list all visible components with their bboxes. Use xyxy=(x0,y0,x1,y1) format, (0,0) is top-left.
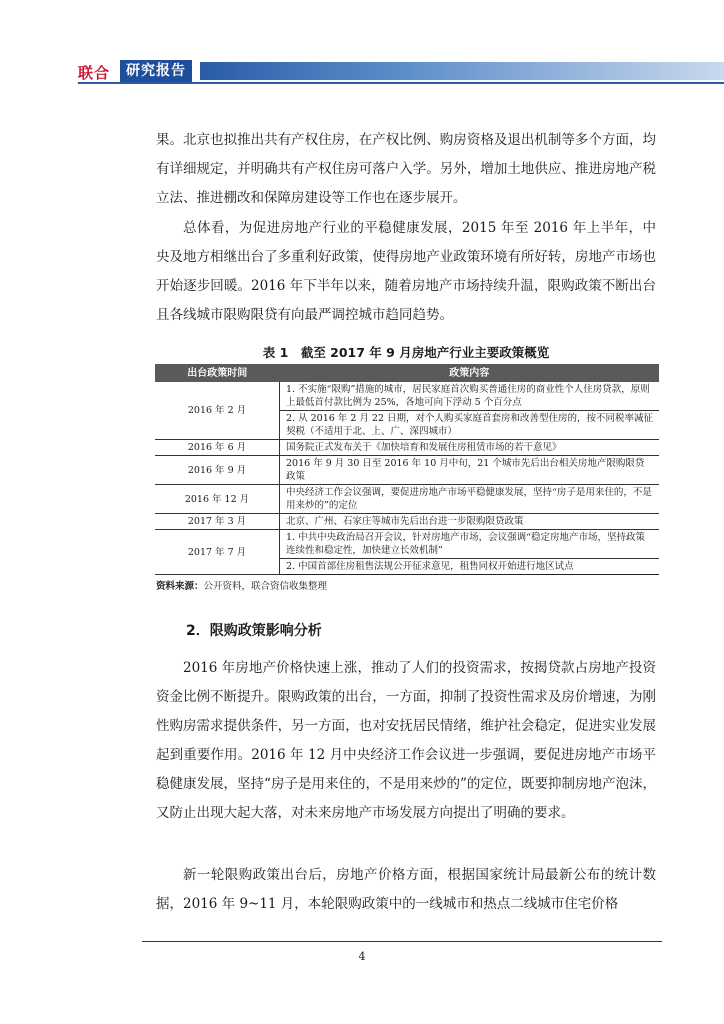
row-content: 国务院正式发布关于《加快培育和发展住房租赁市场的若干意见》 xyxy=(280,440,660,456)
table-title: 表 1 截至 2017 年 9 月房地产行业主要政策概览 xyxy=(262,345,550,360)
brand-name-blue: 研究报告 xyxy=(120,60,192,82)
paragraph-3: 2016 年房地产价格快速上涨，推动了人们的投资需求，按揭贷款占房地产投资资金比例不断提升。限购政策的出台，一方面，抑制了投资性需求及房价增速，为刚性购房需求提供条件，另一方面，也对安抚居民情绪，维护社会稳定，促进实业发展起到重要作用。2016 年 12 月中央经济工作会议进一步强调，要促进房地产市场平稳健康发展，坚持“房子是用来住的，不是用来炒的”的定位，既要抑制房地产泡沫，又防止出现大起大落，对未来房地产市场发展方向提出了明确的要求。 xyxy=(156,660,656,821)
table-header-row xyxy=(155,364,659,382)
table-row xyxy=(155,485,659,514)
table-source-note xyxy=(156,578,327,592)
table-row xyxy=(155,382,659,411)
section-heading: 2．限购政策影响分析 xyxy=(186,623,322,639)
row-date: 2016 年 2 月 xyxy=(155,382,280,440)
header-rule xyxy=(78,82,724,84)
row-date: 2016 年 9 月 xyxy=(155,456,280,485)
paragraph-2: 总体看，为促进房地产行业的平稳健康发展，2015 年至 2016 年上半年，中央及地方相继出台了多重利好政策，使得房地产业政策环境有所好转，房地产市场也开始逐步回暖。2016 年下半年以来，随着房地产市场持续升温，限购政策不断出台且各线城市限购限贷有向最严调控城市趋同趋势。 xyxy=(156,220,656,323)
row-content: 2016 年 9 月 30 日至 2016 年 10 月中旬，21 个城市先后出台相关房地产限购限贷政策 xyxy=(280,456,660,485)
row-date: 2016 年 12 月 xyxy=(155,485,280,514)
row-content: 北京、广州、石家庄等城市先后出台进一步限购限贷政策 xyxy=(280,514,660,530)
table-row xyxy=(155,440,659,456)
row-date: 2017 年 7 月 xyxy=(155,530,280,575)
source-label: 资料来源： xyxy=(156,581,204,592)
report-header xyxy=(0,60,724,82)
row-content: 中央经济工作会议强调，要促进房地产市场平稳健康发展，坚持“房子是用来住的，不是用来炒的”的定位 xyxy=(280,485,660,514)
column-header-date: 出台政策时间 xyxy=(155,364,280,382)
table-row xyxy=(155,530,659,559)
row-content: 1. 中共中央政治局召开会议，针对房地产市场，会议强调“稳定房地产市场，坚持政策连续性和稳定性，加快建立长效机制” xyxy=(280,530,660,559)
column-header-content: 政策内容 xyxy=(280,364,660,382)
table-row xyxy=(155,456,659,485)
row-date: 2016 年 6 月 xyxy=(155,440,280,456)
source-text: 公开资料，联合资信收集整理 xyxy=(203,581,328,592)
row-content: 2. 从 2016 年 2 月 22 日期，对个人购买家庭首套房和改善型住房的，按不同税率减征契税（不适用于北、上、广、深四城市） xyxy=(280,411,660,440)
row-date: 2017 年 3 月 xyxy=(155,514,280,530)
brand-name-red: 联合 xyxy=(78,64,111,82)
row-content: 1. 不实施“限购”措施的城市，居民家庭首次购买普通住房的商业性个人住房贷款，原则上最低首付款比例为 25%，各地可向下浮动 5 个百分点 xyxy=(280,382,660,411)
table-row xyxy=(155,514,659,530)
policy-table xyxy=(155,364,659,575)
paragraph-1: 果。北京也拟推出共有产权住房，在产权比例、购房资格及退出机制等多个方面，均有详细规定，并明确共有产权住房可落户入学。另外，增加土地供应、推进房地产税立法、推进棚改和保障房建设等工作也在逐步展开。 xyxy=(156,132,656,206)
header-gradient-band xyxy=(200,62,724,80)
footer-rule xyxy=(142,941,662,942)
page-number: 4 xyxy=(358,950,366,963)
paragraph-4: 新一轮限购政策出台后，房地产价格方面，根据国家统计局最新公布的统计数据，2016 年 9~11 月，本轮限购政策中的一线城市和热点二线城市住宅价格 xyxy=(156,867,656,912)
row-content: 2. 中国首部住房租售法规公开征求意见，租售同权开始进行地区试点 xyxy=(280,559,660,575)
